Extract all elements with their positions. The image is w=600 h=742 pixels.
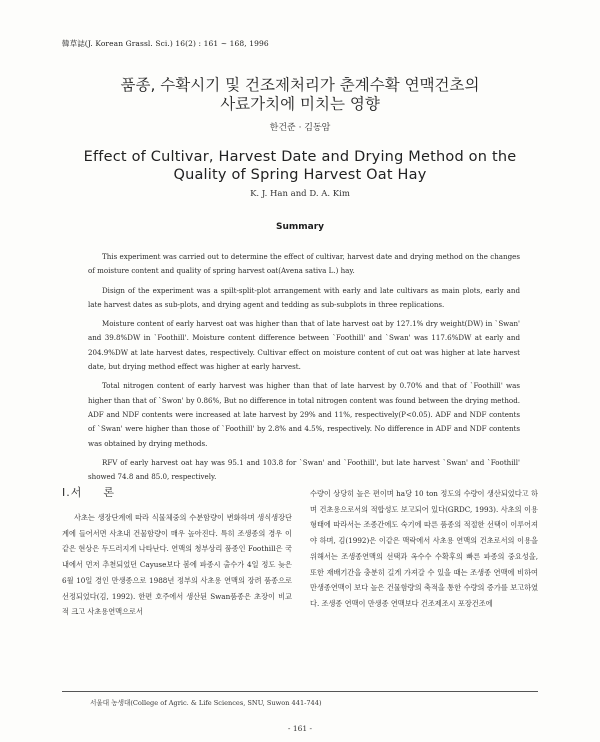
summary-paragraph: Disign of the experiment was a spilt-split-plot arrangement with early and late cultivars as main plots, early and late harvest dates as sub-plots, and drying agent and tedding as sub-subplots in three replications. — [88, 285, 520, 309]
summary-paragraph: Moisture content of early harvest oat was higher than that of late harvest oat by 127.1% dry weight(DW) in `Swan' and 39.8%DW in `Foothill'. Moisture content difference between `Foothill' and `Swan' was 117.6%DW at early and 204.9%DW at late harvest dates, respectively. Cultivar effect on moisture content of cut oat was higher at late harvest date, but drying method effect was higher at early harvest. — [88, 319, 520, 372]
affiliation-footnote: 서울대 농생대(College of Agric. & Life Sciences, SNU, Suwon 441-744) — [90, 699, 322, 707]
section-number: I. — [62, 486, 71, 499]
section-title-part-2: 론 — [103, 486, 115, 499]
english-title-line-1: Effect of Cultivar, Harvest Date and Drying Method on the — [83, 149, 517, 165]
summary-abstract — [88, 250, 520, 489]
korean-authors: 한건준 · 김동암 — [269, 123, 331, 133]
footnote-divider — [62, 691, 538, 692]
summary-paragraph: Total nitrogen content of early harvest was higher than that of late harvest by 0.70% and that of `Foothill' was higher than that of `Swon' by 0.86%, But no difference in total nitrogen content was found between the drying method. ADF and NDF contents were increased at late harvest by 29% and 11%, respectively(P<0.05). ADF and NDF contents of `Swan' were higher than those of `Foothill' by 2.8% and 4.5%, respectively. No difference in ADF and NDF contents was obtained by drying methods. — [88, 381, 520, 448]
page-number: - 161 - — [287, 724, 313, 733]
summary-paragraph: RFV of early harvest oat hay was 95.1 and 103.8 for `Swan' and `Foothill', but late harvest `Swan' and `Foothill' showed 74.8 and 85.0, respectively. — [88, 457, 520, 482]
section-title-part-1: 서 — [70, 486, 104, 499]
english-title-line-2: Quality of Spring Harvest Oat Hay — [173, 167, 427, 183]
section-heading-introduction — [62, 486, 292, 500]
korean-title-line-2: 사료가치에 미치는 영향 — [220, 95, 380, 113]
introduction-paragraph: 사초는 생장단계에 따라 식물체중의 수분함량이 변화하며 생식생장단계에 들어서면 사초내 건물함량이 매우 높아진다. 특히 조생종의 경우 이같은 현상은 두드러지게 나타난다. 연맥의 청부상리 품종인 Foothill은 국내에서 먼저 추천되었던 Cayuse보다 봄에 파종시 출수가 4일 정도 늦은 6월 10일 경인 만생종으로 1988년 정부의 사초용 연맥의 장려 품종으로 선정되었다(김, 1992). 한편 호주에서 생산된 Swan품종은 초장이 비교적 크고 사초용연맥으로서 — [62, 513, 292, 617]
summary-heading: Summary — [275, 222, 325, 232]
right-column — [310, 486, 538, 612]
english-authors: K. J. Han and D. A. Kim — [250, 189, 350, 199]
introduction-paragraph-continued: 수량이 상당히 높은 편이며 ha당 10 ton 정도의 수량이 생산되었다고 하며 건초용으로서의 적합성도 보고되어 있다(GRDC, 1993). 사초의 이용형태에 따라서는 조종간에도 숙기에 따른 품종의 적절한 선택이 이루어져야 하며, 김(1992)은 이같은 맥락에서 사초용 연맥의 건초로서의 이용을 위해서는 조생종연맥의 선택과 옥수수 수확후의 빠른 파종의 중요성을, 또한 재배기간을 충분히 길게 가져갈 수 있을 때는 조생종 연맥에 비하여 만생종연맥이 보다 높은 건물함량의 축적을 통한 수량의 증가를 보고하였다. 조생종 연맥이 만생종 연맥보다 건조제조시 포장건조에 — [310, 489, 538, 608]
korean-title-line-1: 품종, 수확시기 및 건조제처리가 춘계수확 연맥건초의 — [120, 76, 480, 94]
left-column — [62, 486, 292, 620]
summary-paragraph: This experiment was carried out to determine the effect of cultivar, harvest date and drying method on the changes of moisture content and quality of spring harvest oat(Avena sativa L.) hay. — [88, 252, 520, 276]
journal-citation: 韓草誌(J. Korean Grassl. Sci.) 16(2) : 161 ~ 168, 1996 — [62, 39, 269, 48]
